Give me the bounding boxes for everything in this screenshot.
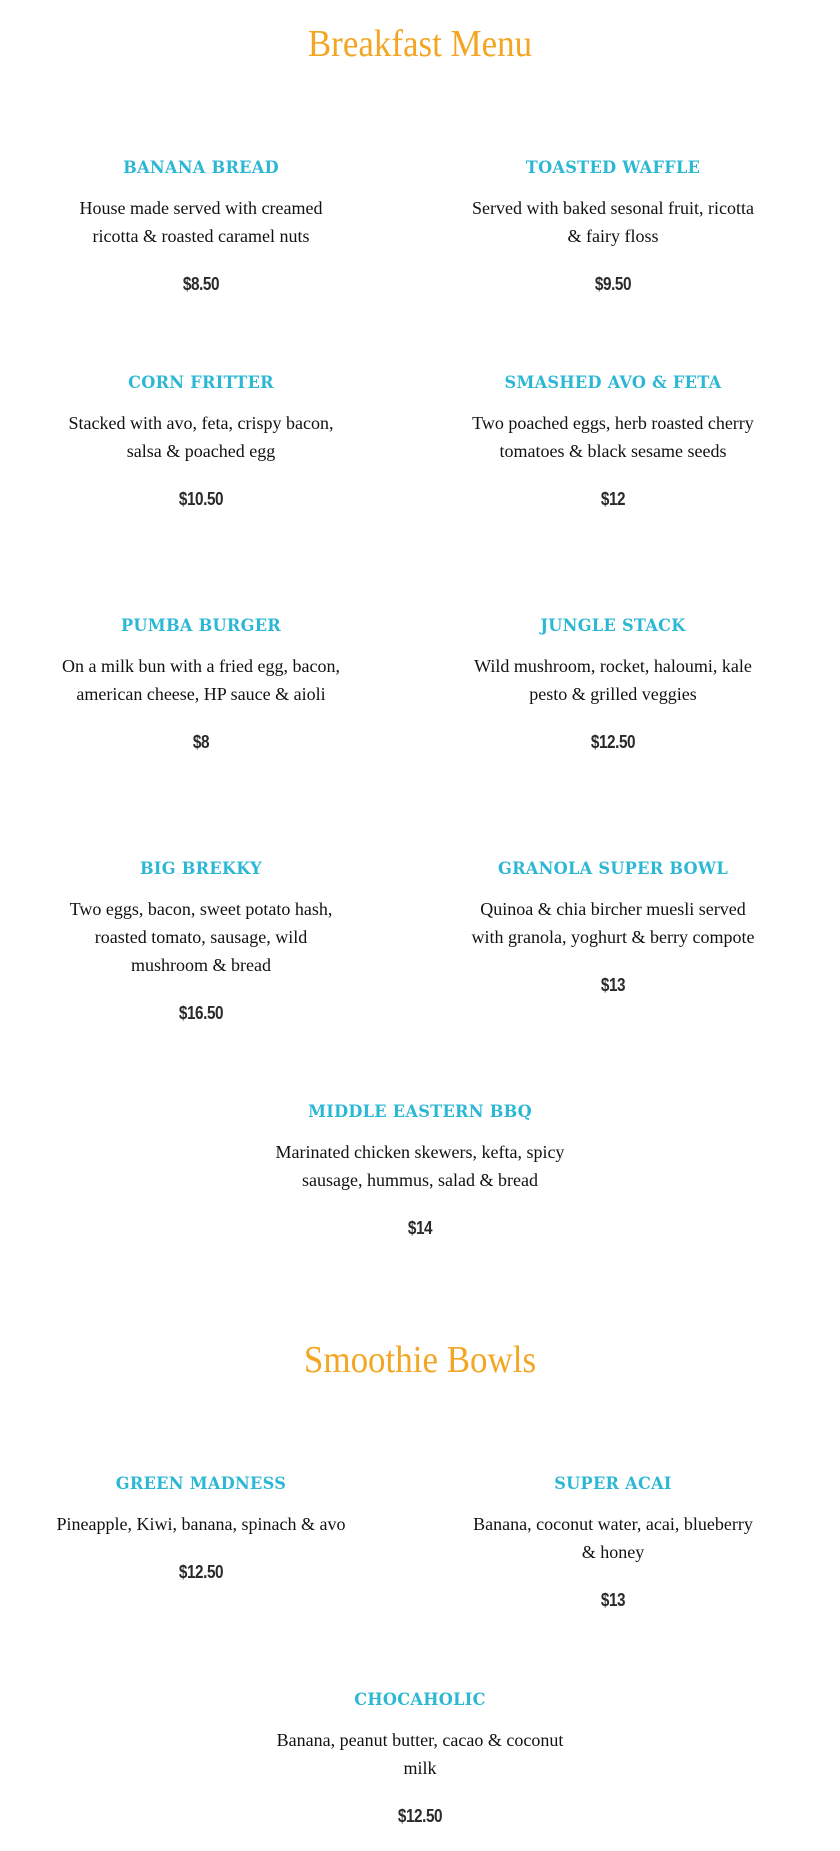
item-name: TOASTED WAFFLE (525, 158, 701, 178)
item-description: Two eggs, bacon, sweet potato hash, roasted tomato, sausage, wild mushroom & bread (69, 899, 333, 975)
menu-item (463, 372, 763, 510)
smoothie-bowls-title: Smoothie Bowls (303, 1339, 537, 1381)
menu-item (463, 1473, 763, 1611)
menu-item (463, 615, 763, 753)
item-description: Marinated chicken skewers, kefta, spicy sausage, hummus, salad & bread (275, 1142, 565, 1190)
breakfast-menu-title: Breakfast Menu (307, 23, 533, 65)
item-name: SUPER ACAI (554, 1474, 672, 1494)
item-name: SMASHED AVO & FETA (504, 373, 722, 393)
menu-item (463, 858, 763, 996)
item-price: $14 (407, 1218, 433, 1238)
menu-item (51, 157, 351, 295)
item-price: $8.50 (182, 274, 220, 294)
item-name: GRANOLA SUPER BOWL (498, 859, 728, 879)
item-description: On a milk bun with a fried egg, bacon, american cheese, HP sauce & aioli (62, 656, 340, 704)
item-name: PUMBA BURGER (120, 616, 282, 636)
item-price: $9.50 (594, 274, 632, 294)
item-description: Stacked with avo, feta, crispy bacon, salsa & poached egg (68, 413, 334, 461)
item-name: BIG BREKKY (139, 859, 263, 879)
item-description: House made served with creamed ricotta & roasted caramel nuts (79, 198, 323, 246)
menu-item (463, 157, 763, 295)
item-price: $8 (192, 732, 210, 752)
item-name: CHOCAHOLIC (354, 1690, 486, 1710)
menu-item (51, 858, 351, 1024)
item-price: $12 (600, 489, 626, 509)
item-name: CORN FRITTER (128, 373, 274, 393)
item-price: $13 (600, 975, 626, 995)
menu-item (270, 1101, 570, 1239)
item-price: $12.50 (397, 1806, 443, 1826)
item-name: BANANA BREAD (123, 158, 279, 178)
menu-item (51, 615, 351, 753)
item-price: $12.50 (590, 732, 636, 752)
item-description: Banana, coconut water, acai, blueberry & honey (473, 1514, 753, 1562)
item-price: $16.50 (178, 1003, 224, 1023)
menu-item (51, 1473, 351, 1583)
item-description: Wild mushroom, rocket, haloumi, kale pesto & grilled veggies (474, 656, 752, 704)
item-description: Quinoa & chia bircher muesli served with granola, yoghurt & berry compote (471, 899, 755, 947)
item-description: Pineapple, Kiwi, banana, spinach & avo (56, 1514, 346, 1534)
item-description: Served with baked sesonal fruit, ricotta & fairy floss (472, 198, 754, 246)
item-price: $13 (600, 1590, 626, 1610)
item-description: Two poached eggs, herb roasted cherry tomatoes & black sesame seeds (472, 413, 754, 461)
item-price: $10.50 (178, 489, 224, 509)
item-description: Banana, peanut butter, cacao & coconut milk (276, 1730, 564, 1778)
menu-item (270, 1689, 570, 1827)
menu-item (51, 372, 351, 510)
item-name: GREEN MADNESS (115, 1474, 287, 1494)
item-price: $12.50 (178, 1562, 224, 1582)
item-name: JUNGLE STACK (540, 616, 686, 636)
item-name: MIDDLE EASTERN BBQ (308, 1102, 532, 1122)
